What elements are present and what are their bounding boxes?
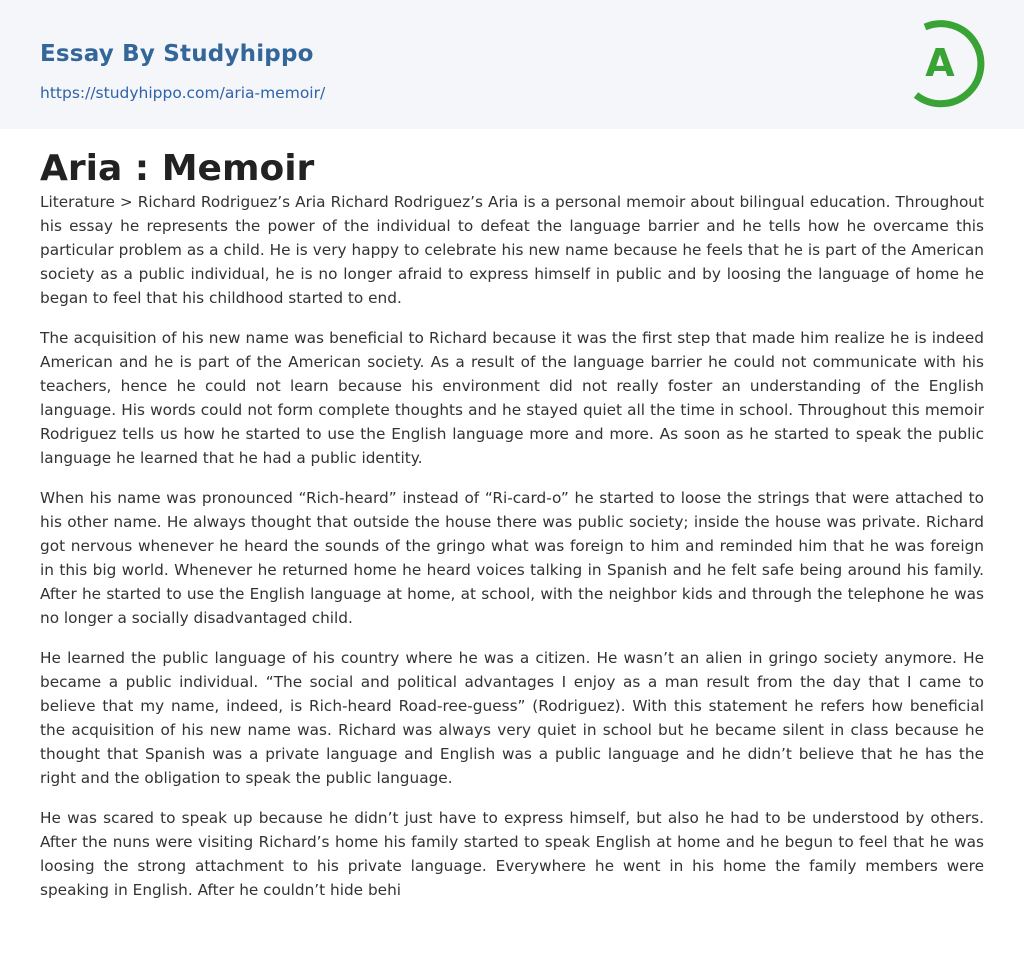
essay-paragraph: The acquisition of his new name was beneficial to Richard because it was the first step that made him realize he is indeed American and he is part of the American society. As a result of the language barrier he could not communicate with his teachers, hence he could not learn because his environment did not really foster an understanding of the English language. His words could not form complete thoughts and he stayed quiet all the time in school. Throughout this memoir Rodriguez tells us how he started to use the English language more and more. As soon as he started to speak the public language he learned that he had a public identity. — [40, 329, 984, 467]
essay-body — [40, 190, 984, 902]
essay-paragraph: He was scared to speak up because he didn’t just have to express himself, but also he had to be understood by others. After the nuns were visiting Richard’s home his family started to speak English at home and he begun to feel that he was loosing the strong attachment to his private language. Everywhere he went in his home the family members were speaking in English. After he couldn’t hide behi — [40, 809, 984, 899]
essay-url-link[interactable]: https://studyhippo.com/aria-memoir/ — [40, 84, 326, 102]
site-header — [0, 0, 1024, 129]
logo-letter: A — [925, 41, 955, 85]
article-container — [0, 129, 1024, 902]
essay-paragraph: He learned the public language of his country where he was a citizen. He wasn’t an alien in gringo society anymore. He became a public individual. “The social and political advantages I enjoy as a man result from the day that I came to believe that my name, indeed, is Rich-heard Road-ree-guess” (Rodriguez). With this statement he refers how beneficial the acquisition of his new name was. Richard was always very quiet in school but he became silent in class because he thought that Spanish was a private language and English was a public language and he didn’t believe that he has the right and the obligation to speak the public language. — [40, 649, 984, 787]
brand-title[interactable]: Essay By Studyhippo — [40, 41, 314, 67]
page-title: Aria : Memoir — [40, 148, 315, 189]
essay-paragraph: When his name was pronounced “Rich-heard” instead of “Ri-card-o” he started to loose the strings that were attached to his other name. He always thought that outside the house there was public society; inside the house was private. Richard got nervous whenever he heard the sounds of the gringo what was foreign to him and reminded him that he was foreign in this big world. Whenever he returned home he heard voices talking in Spanish and he felt safe being around his family. After he started to use the English language at home, at school, with the neighbor kids and through the telephone he was no longer a socially disadvantaged child. — [40, 489, 984, 627]
essay-paragraph: Literature > Richard Rodriguez’s Aria Richard Rodriguez’s Aria is a personal memoir about bilingual education. Throughout his essay he represents the power of the individual to defeat the language barrier and he tells how he overcame this particular problem as a child. He is very happy to celebrate his new name because he feels that he is part of the American society as a public individual, he is no longer afraid to express himself in public and by loosing the language of home he began to feel that his childhood started to end. — [40, 193, 984, 307]
studyhippo-logo-icon[interactable] — [898, 18, 988, 108]
